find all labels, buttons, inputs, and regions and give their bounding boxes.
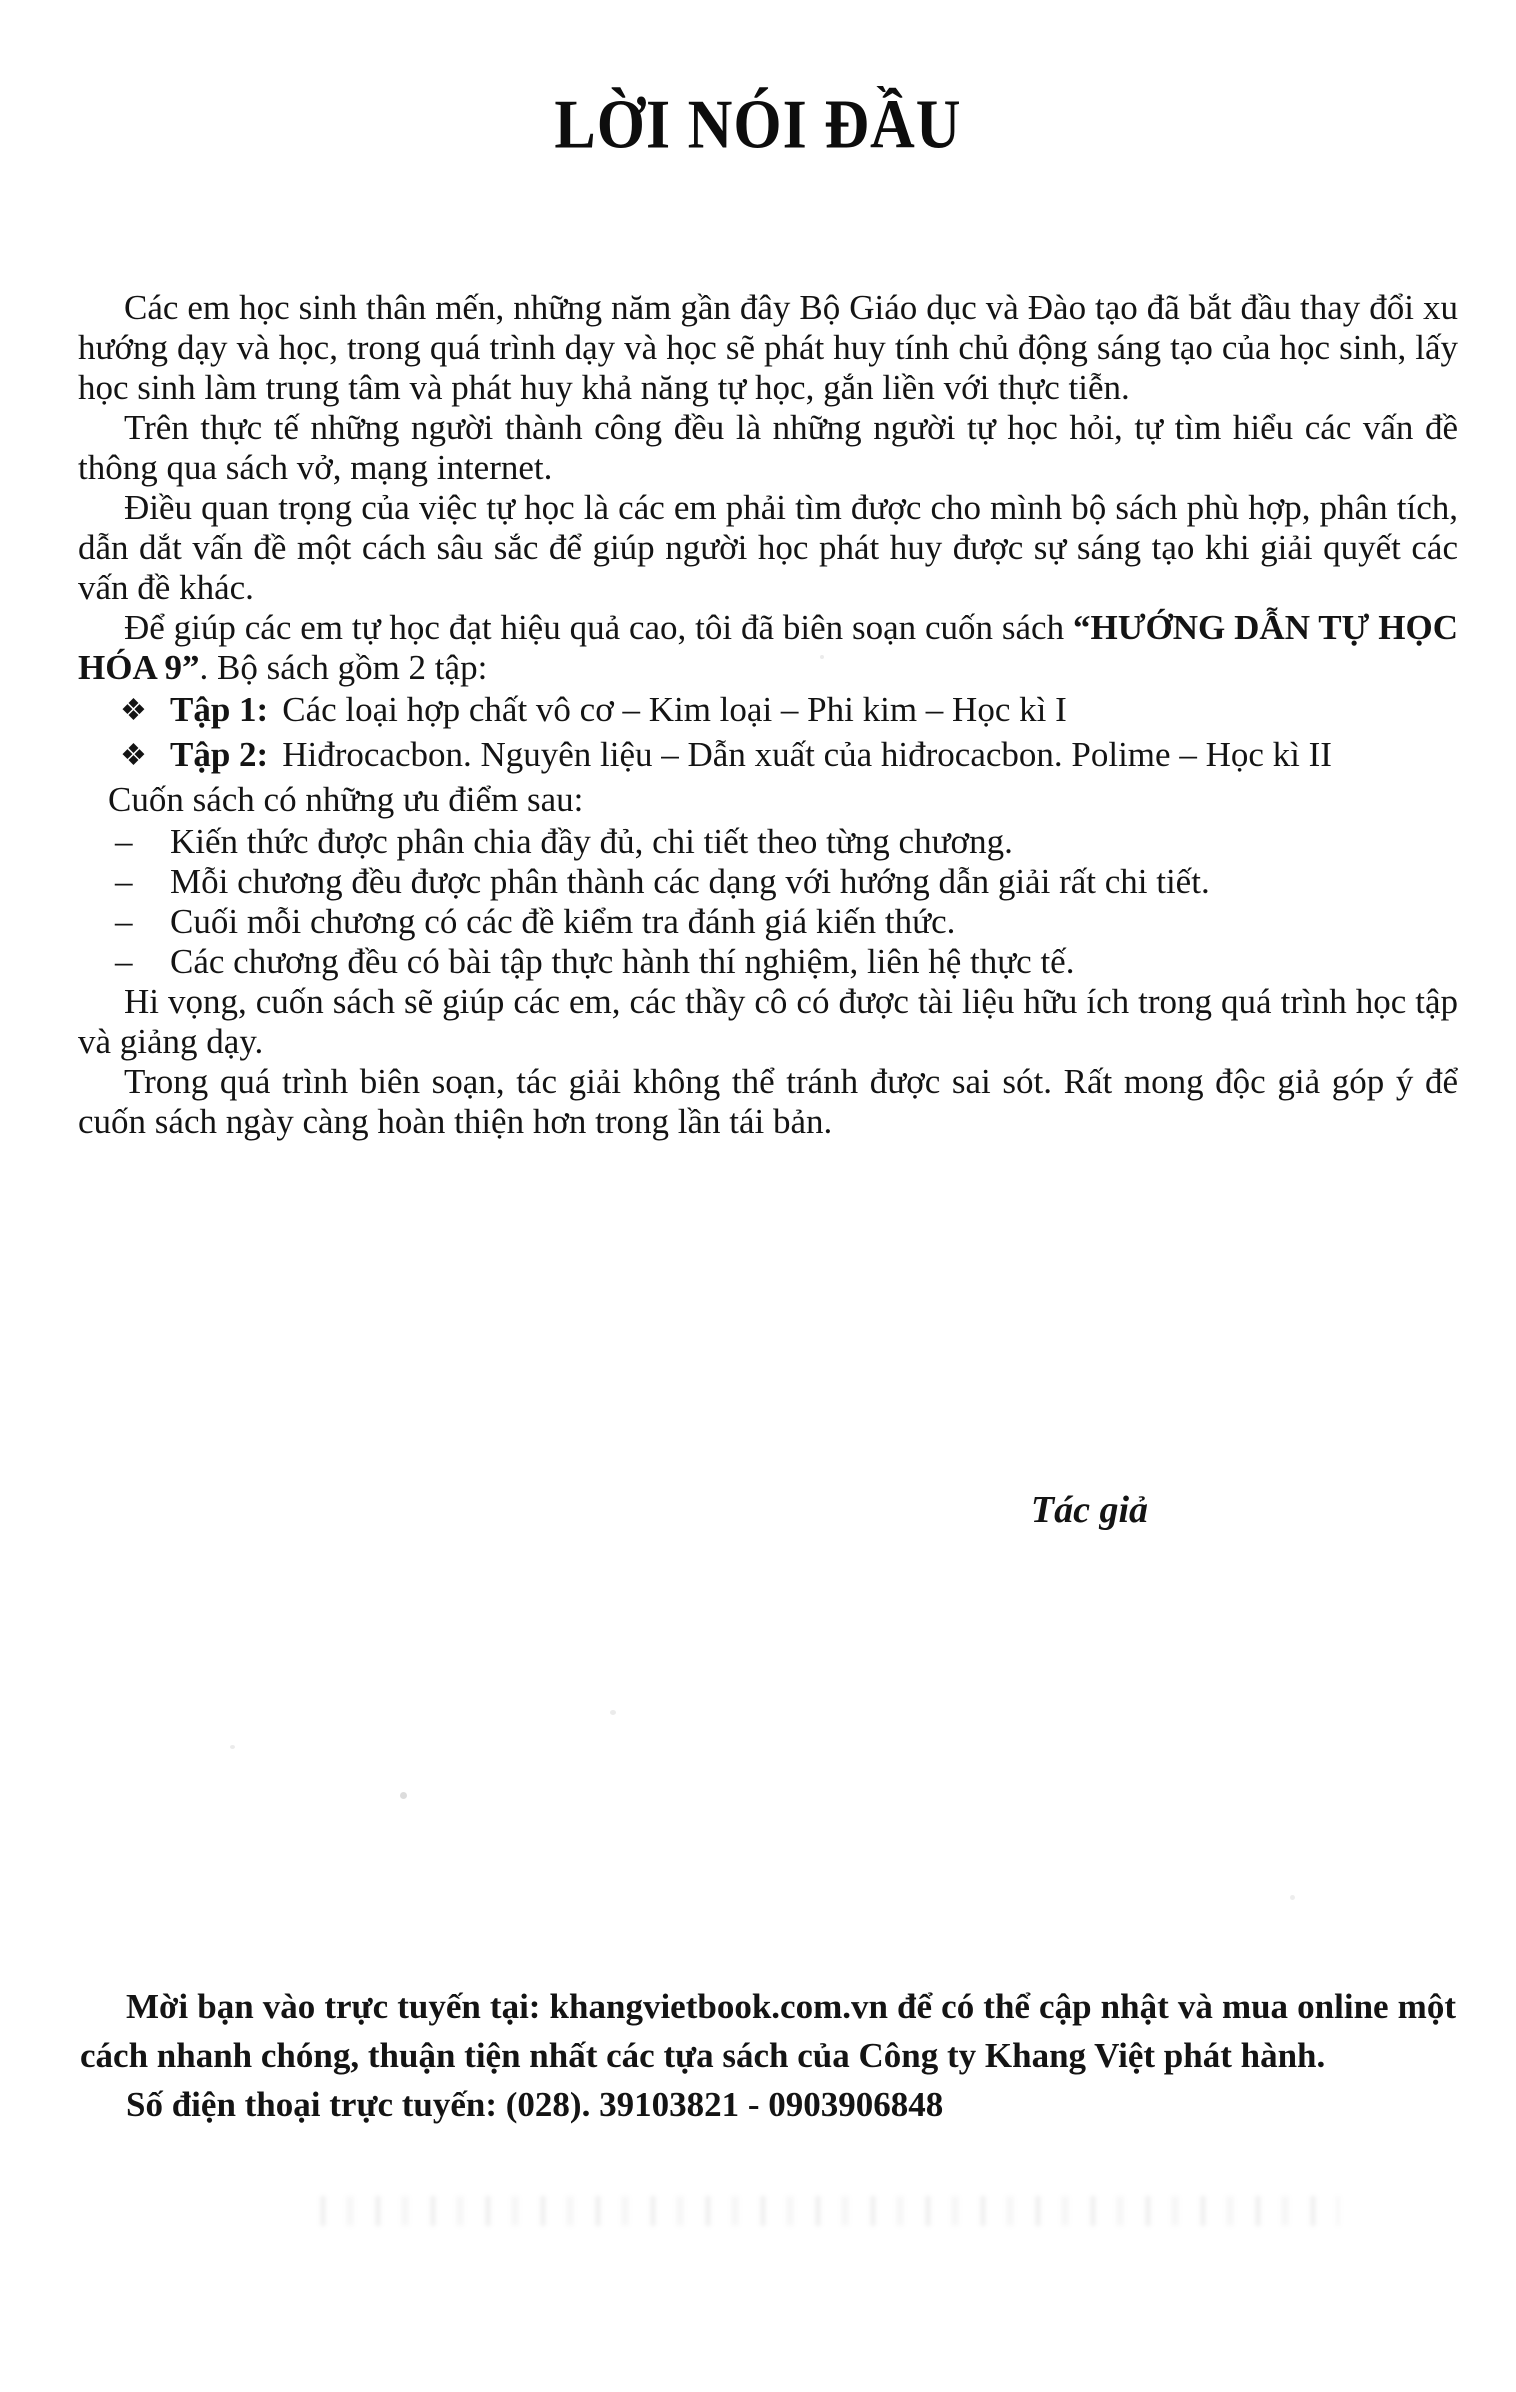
scan-speckle: [610, 1710, 616, 1715]
scan-speckle: [230, 1745, 235, 1749]
scan-speckle: [820, 655, 824, 659]
feature-3-text: Cuối mỗi chương có các đề kiểm tra đánh giá kiến thức.: [170, 902, 956, 941]
publisher-footer: [80, 1982, 1456, 2129]
dash-bullet: –: [115, 862, 133, 901]
paragraph-hope: Hi vọng, cuốn sách sẽ giúp các em, các thầy cô có được tài liệu hữu ích trong quá trình học tập và giảng dạy.: [78, 982, 1458, 1061]
publisher-phone: Số điện thoại trực tuyến: (028). 39103821 - 0903906848: [126, 2085, 944, 2124]
book-title: “HƯỚNG DẪN TỰ HỌC HÓA 9”: [78, 608, 1458, 687]
scan-speckle: [1290, 1895, 1295, 1900]
volume-2-text: Hiđrocacbon. Nguyên liệu – Dẫn xuất của hiđrocacbon. Polime – Học kì II: [282, 735, 1332, 774]
page-title: LỜI NÓI ĐẦU: [554, 87, 962, 164]
volume-item-2: [78, 733, 1458, 778]
preface-body: [78, 288, 1458, 1142]
publisher-online-info: Mời bạn vào trực tuyến tại: khangvietbook.com.vn để có thể cập nhật và mua online một cách nhanh chóng, thuận tiện nhất các tựa sách của Công ty Khang Việt phát hành.: [80, 1987, 1456, 2075]
diamond-bullet-icon: ❖: [120, 739, 147, 772]
author-signature: Tác giả: [1030, 1489, 1148, 1531]
book-intro-post: . Bộ sách gồm 2 tập:: [199, 648, 488, 687]
volume-item-1: [78, 688, 1458, 733]
book-intro-pre: Để giúp các em tự học đạt hiệu quả cao, tôi đã biên soạn cuốn sách: [124, 608, 1073, 647]
volume-1-text: Các loại hợp chất vô cơ – Kim loại – Phi kim – Học kì I: [282, 690, 1067, 729]
features-heading: Cuốn sách có những ưu điểm sau:: [108, 780, 584, 819]
dash-bullet: –: [115, 942, 133, 981]
feature-item-1: [78, 822, 1458, 862]
volume-1-label: Tập 1:: [170, 690, 269, 729]
feature-4-text: Các chương đều có bài tập thực hành thí nghiệm, liên hệ thực tế.: [170, 942, 1075, 981]
volume-2-label: Tập 2:: [170, 735, 269, 774]
dash-bullet: –: [115, 822, 133, 861]
print-bleed-artifact: [320, 2196, 1340, 2226]
paragraph-importance: Điều quan trọng của việc tự học là các em phải tìm được cho mình bộ sách phù hợp, phân tích, dẫn dắt vấn đề một cách sâu sắc để giúp người học phát huy được sự sáng tạo khi giải quyết các vấn đề khác.: [78, 488, 1458, 607]
scan-speckle: [400, 1792, 407, 1799]
dash-bullet: –: [115, 902, 133, 941]
feature-2-text: Mỗi chương đều được phân thành các dạng với hướng dẫn giải rất chi tiết.: [170, 862, 1210, 901]
feature-item-4: [78, 942, 1458, 982]
diamond-bullet-icon: ❖: [120, 694, 147, 727]
paragraph-self-learning: Trên thực tế những người thành công đều là những người tự học hỏi, tự tìm hiểu các vấn đề thông qua sách vở, mạng internet.: [78, 408, 1458, 487]
feature-item-3: [78, 902, 1458, 942]
paragraph-intro-students: Các em học sinh thân mến, những năm gần đây Bộ Giáo dục và Đào tạo đã bắt đầu thay đổi xu hướng dạy và học, trong quá trình dạy và học sẽ phát huy tính chủ động sáng tạo của học sinh, lấy học sinh làm trung tâm và phát huy khả năng tự học, gắn liền với thực tiễn.: [78, 288, 1458, 407]
feature-item-2: [78, 862, 1458, 902]
paragraph-book-intro: [78, 608, 1458, 688]
feature-1-text: Kiến thức được phân chia đầy đủ, chi tiết theo từng chương.: [170, 822, 1013, 861]
paragraph-apology: Trong quá trình biên soạn, tác giải không thể tránh được sai sót. Rất mong độc giả góp ý để cuốn sách ngày càng hoàn thiện hơn trong lần tái bản.: [78, 1062, 1458, 1141]
